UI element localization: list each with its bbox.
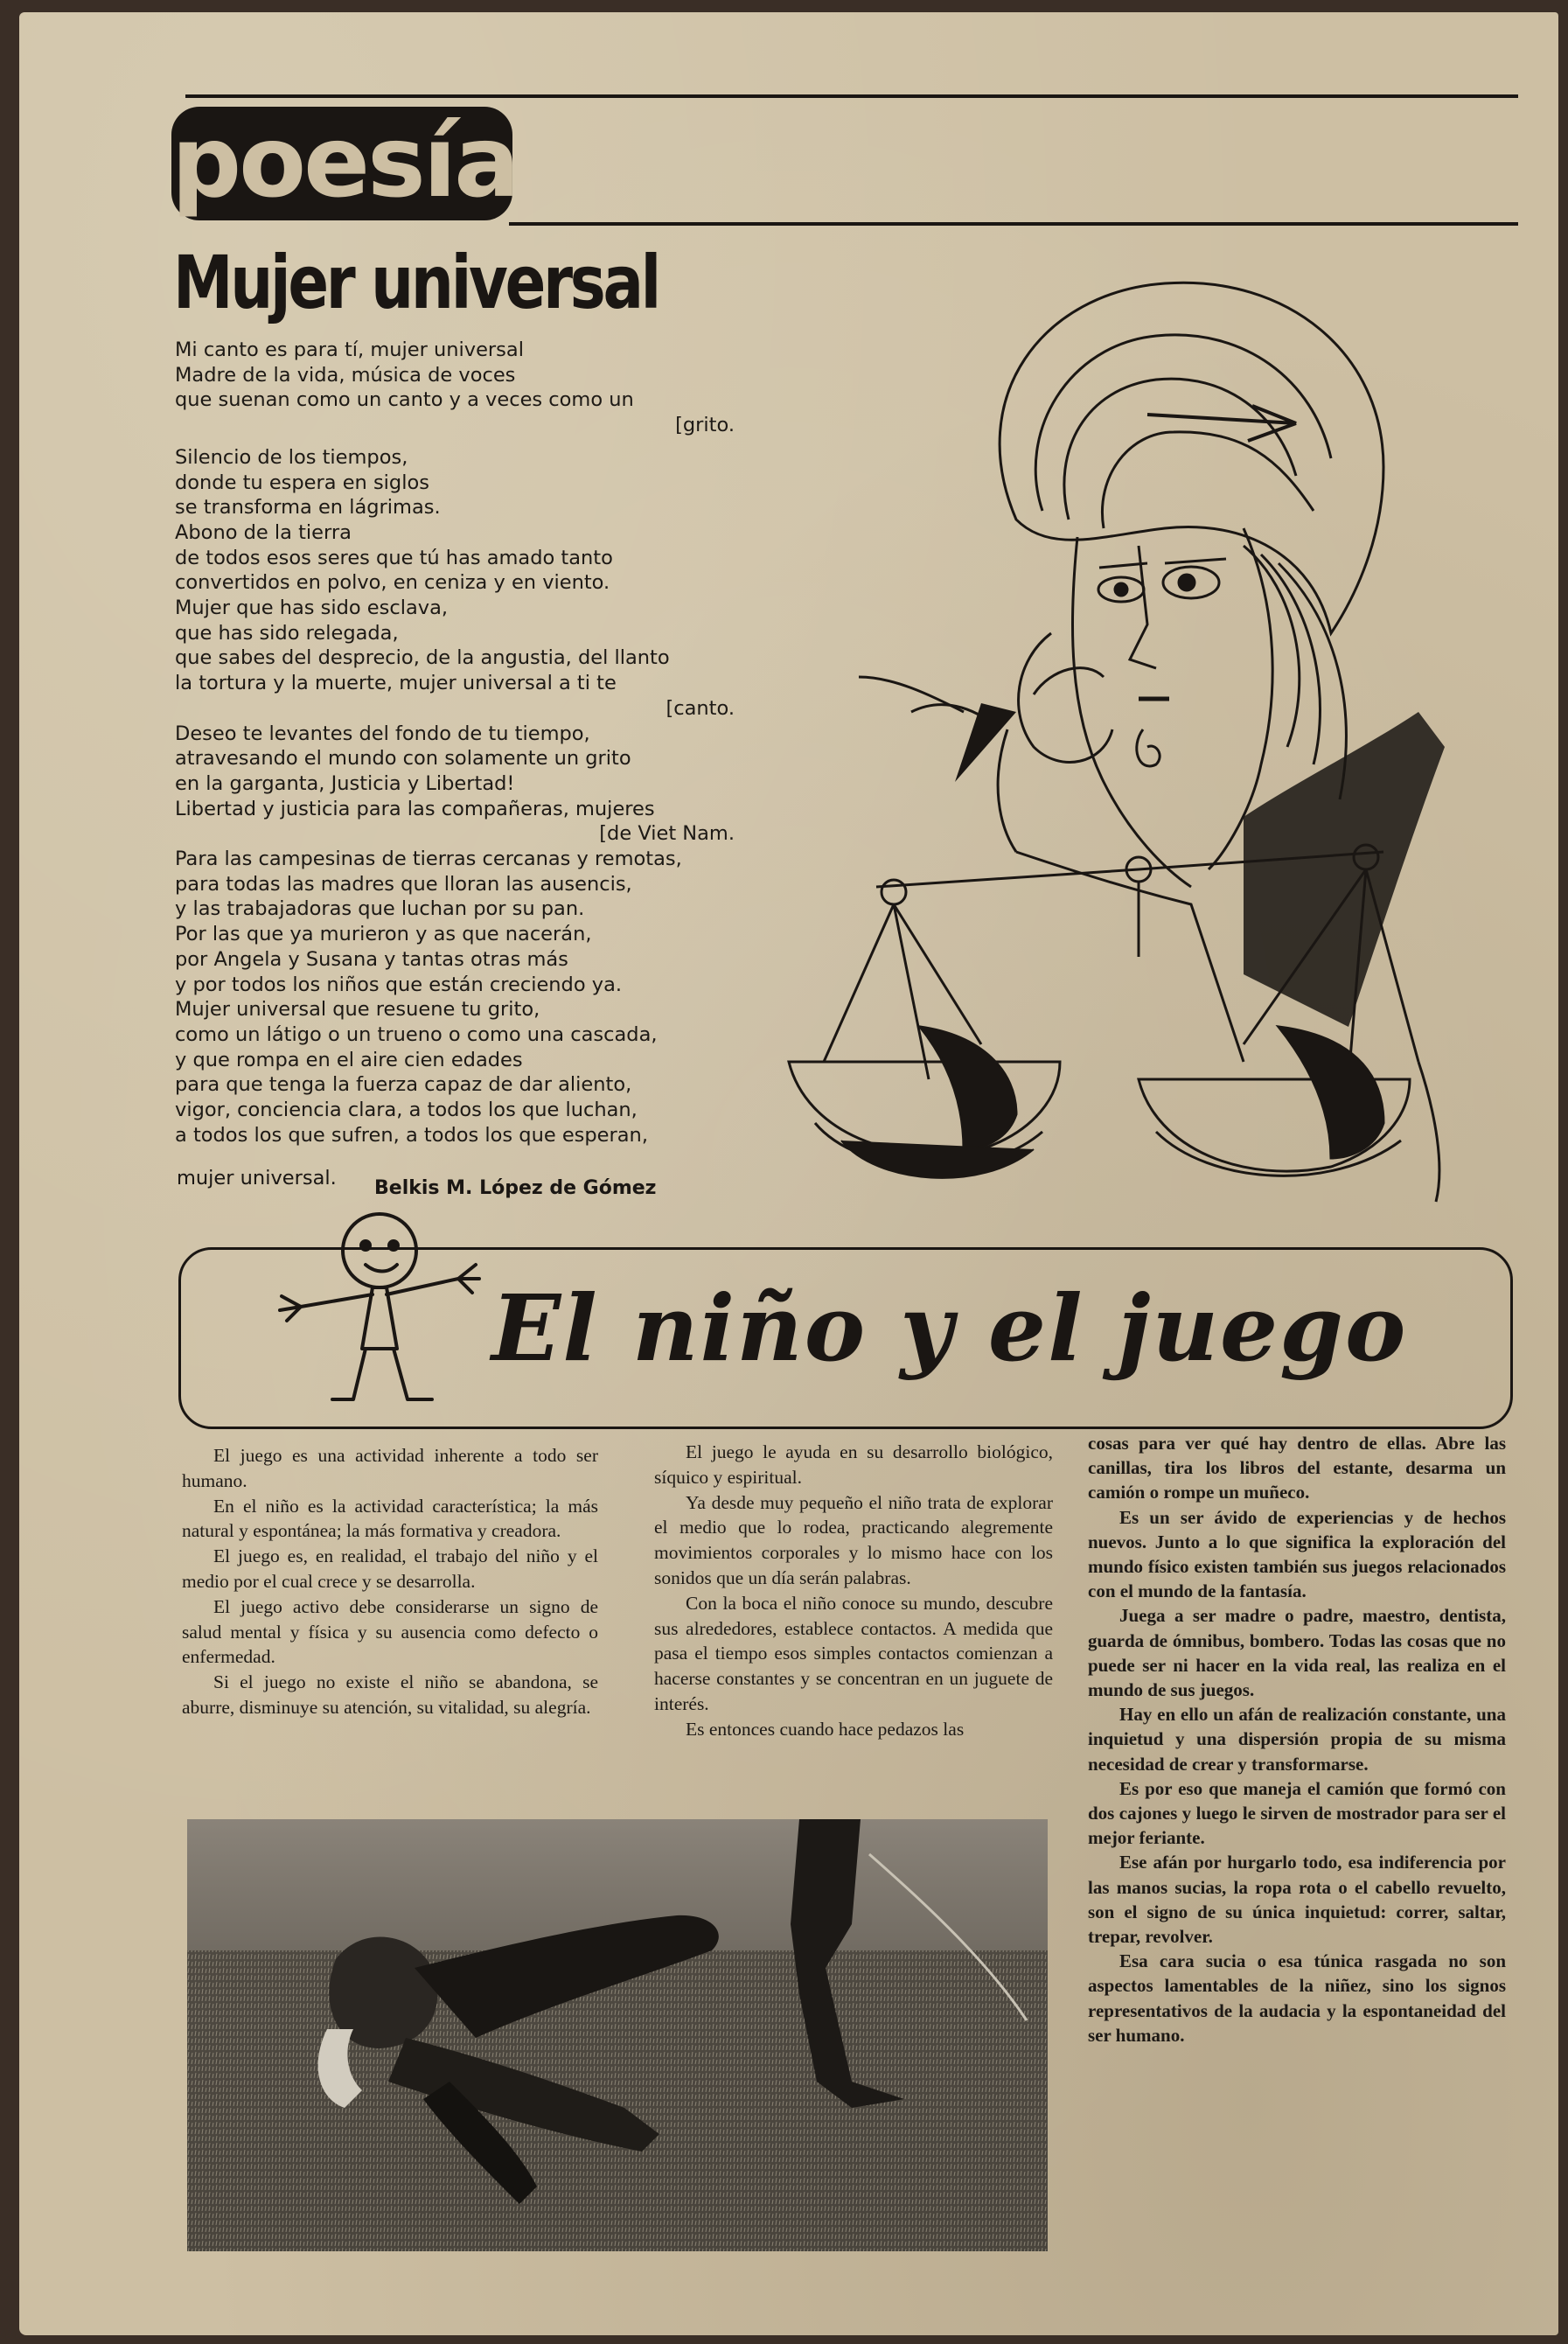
article-paragraph: El juego es una actividad inherente a todo ser humano. [182, 1445, 598, 1491]
poem-line: Deseo te levantes del fondo de tu tiempo, [175, 722, 590, 745]
article-column-3 [1088, 1431, 1506, 2048]
poem-line: se transforma en lágrimas. [175, 496, 441, 520]
poem-line: [grito. [675, 414, 735, 437]
poem-line: Libertad y justicia para las compañeras, mujeres [175, 797, 655, 820]
poem-line: y las trabajadoras que luchan por su pan. [175, 897, 585, 921]
poem-line: Mujer que has sido esclava, [175, 596, 449, 620]
article-paragraph: Si el juego no existe el niño se abandona, se aburre, disminuye su atención, su vitalidad, su alegría. [182, 1671, 598, 1718]
poem-line: Mujer universal que resuene tu grito, [175, 998, 540, 1022]
poem-line: y que rompa en el aire cien edades [175, 1048, 523, 1071]
article-paragraph: Es por eso que maneja el camión que formó con dos cajones y luego le sirven de mostrador para ser el mejor feriante. [1088, 1777, 1506, 1849]
masthead-rule [509, 222, 1518, 226]
article-paragraph: El juego le ayuda en su desarrollo biológico, síquico y espiritual. [654, 1441, 1053, 1488]
article-paragraph: En el niño es la actividad característica; la más natural y espontánea; la más formativa y creadora. [182, 1495, 598, 1542]
newspaper-page [19, 12, 1558, 2335]
poem-line: donde tu espera en siglos [175, 471, 429, 494]
poem-line: [de Viet Nam. [599, 822, 735, 846]
poem-line: la tortura y la muerte, mujer universal a ti te [175, 672, 617, 695]
poem-line: y por todos los niños que están creciendo ya. [175, 973, 623, 996]
article-paragraph: El juego es, en realidad, el trabajo del niño y el medio por el cual crece y se desarrolla. [182, 1545, 598, 1592]
poem-line: Silencio de los tiempos, [175, 445, 408, 469]
article-title: El niño y el juego [491, 1274, 1408, 1382]
poem-line: vigor, conciencia clara, a todos los que luchan, [175, 1099, 638, 1122]
article-paragraph: El juego activo debe considerarse un signo de salud mental y física y su ausencia como defecto o enfermedad. [182, 1595, 598, 1668]
poem-line: en la garganta, Justicia y Libertad! [175, 771, 515, 795]
article-column-2 [654, 1440, 1053, 1742]
article-paragraph: Con la boca el niño conoce su mundo, descubre sus alrededores, establece contactos. A medida que pasa el tiempo esos simples contactos comienzan a hacerse constantes y se concentran en un juguete de interés. [654, 1592, 1053, 1714]
article-paragraph: Juega a ser madre o padre, maestro, dentista, guarda de ómnibus, bombero. Todas las cosas que no puede ser ni hacer en la vida real, las realiza en el mundo de sus juegos. [1088, 1605, 1506, 1701]
poem-author: Belkis M. López de Gómez [374, 1177, 657, 1199]
poem-line: Mi canto es para tí, mujer universal [175, 338, 524, 361]
article-paragraph: Ya desde muy pequeño el niño trata de explorar el medio que lo rodea, practicando alegremente movimientos corporales y lo mismo hace con los sonidos que un día serán palabras. [654, 1491, 1053, 1588]
poem-line: de todos esos seres que tú has amado tanto [175, 546, 613, 569]
poem-line: atravesando el mundo con solamente un grito [175, 747, 631, 771]
poem-line: a todos los que sufren, a todos los que esperan, [175, 1123, 648, 1147]
article-paragraph: Es un ser ávido de experiencias y de hechos nuevos. Junto a lo que significa la exploración del mundo físico existen también sus juegos relacionados con el mundo de la fantasía. [1088, 1506, 1506, 1602]
article-column-1 [182, 1443, 598, 1720]
poem-line: para todas las madres que lloran las ausencis, [175, 872, 632, 896]
poem-line: por Angela y Susana y tantas otras más [175, 947, 568, 971]
poem-line: Abono de la tierra [175, 520, 352, 544]
poem-line: convertidos en polvo, en ceniza y en viento. [175, 571, 610, 595]
section-masthead: poesía [171, 106, 518, 220]
article-paragraph: Es entonces cuando hace pedazos las [686, 1718, 965, 1740]
children-playing-photo [187, 1819, 1048, 2251]
poem-line: Para las campesinas de tierras cercanas y remotas, [175, 848, 682, 871]
poem-body [175, 338, 735, 1148]
top-rule [185, 94, 1518, 98]
poem-line: que sabes del desprecio, de la angustia, del llanto [175, 646, 670, 670]
article-paragraph: Esa cara sucia o esa túnica rasgada no son aspectos lamentables de la niñez, sino los signos representativos de la audacia y la espontaneidad del ser humano. [1088, 1950, 1506, 2046]
poem-line: [canto. [666, 696, 735, 720]
poem-line: Por las que ya murieron y as que nacerán, [175, 923, 592, 946]
poem-line: que suenan como un canto y a veces como un [175, 388, 634, 412]
article-paragraph: Ese afán por hurgarlo todo, esa indiferencia por las manos sucias, la ropa rota o el cabello revuelto, son el signo de su única inquietud: correr, saltar, trepar, revolver. [1088, 1852, 1506, 1948]
article-paragraph: Hay en ello un afán de realización constante, una inquietud y una dispersión propia de su misma necesidad de crear y transformarse. [1088, 1704, 1506, 1775]
poem-title: Mujer universal [173, 240, 659, 325]
poem-last-line: mujer universal. [177, 1167, 337, 1189]
poem-line: para que tenga la fuerza capaz de dar aliento, [175, 1073, 632, 1097]
article-paragraph: cosas para ver qué hay dentro de ellas. Abre las canillas, tira los libros del estante, desarma un camión o rompe un muñeco. [1088, 1433, 1506, 1503]
poem-line: Madre de la vida, música de voces [175, 363, 516, 387]
poem-line: que has sido relegada, [175, 621, 399, 645]
woman-with-scales-illustration [754, 257, 1453, 1219]
poem-line: como un látigo o un trueno o como una cascada, [175, 1022, 658, 1046]
